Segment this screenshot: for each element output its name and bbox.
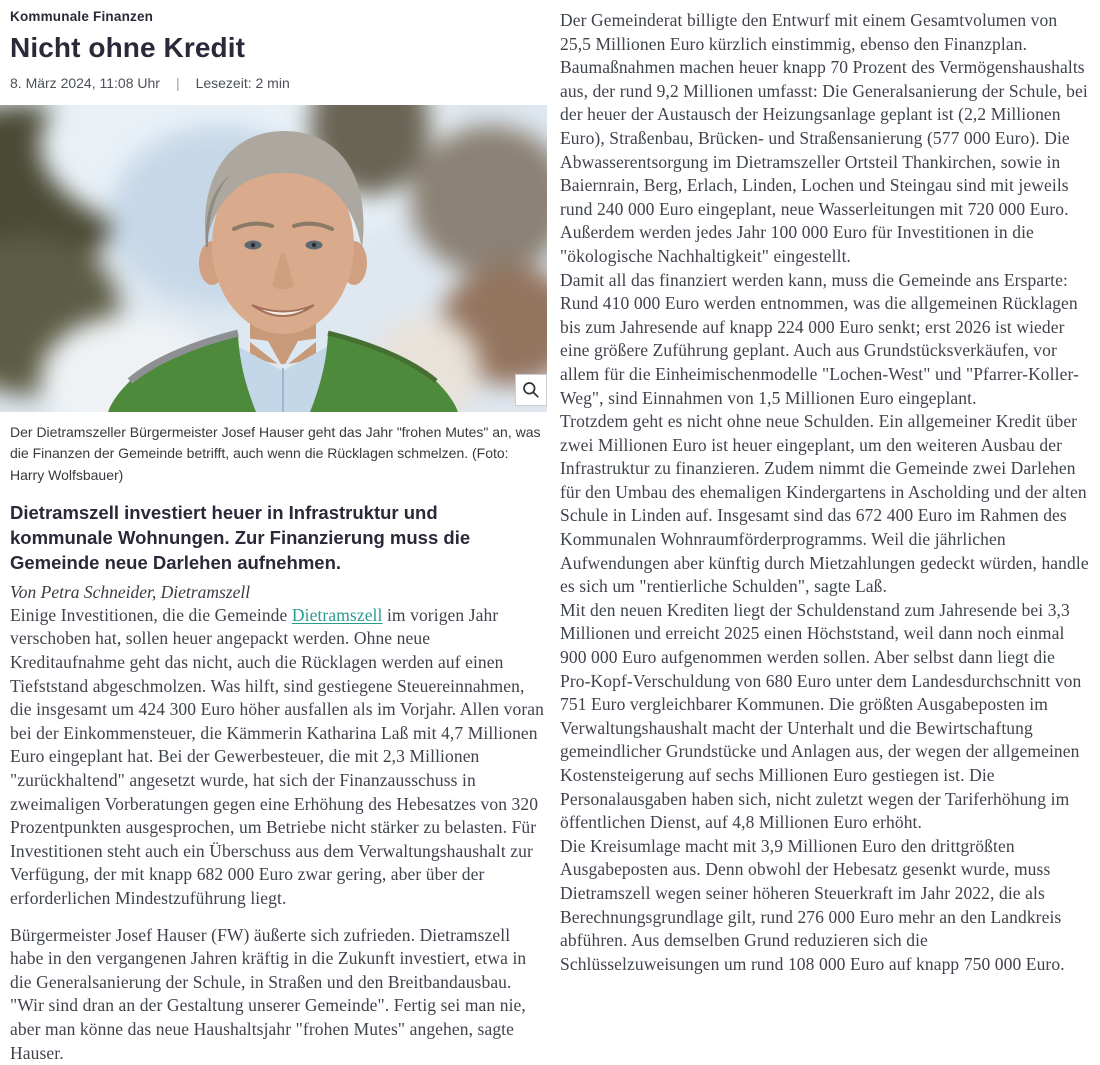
image-caption: Der Dietramszeller Bürgermeister Josef Hauser geht das Jahr "frohen Mutes" an, was die Finanzen der Gemeinde betrifft, auch wenn die Rücklagen schmelzen. (Foto: Harry Wolfsbauer) (10, 423, 541, 484)
paragraph: Trotzdem geht es nicht ohne neue Schulden. Ein allgemeiner Kredit über zwei Millionen Euro ist heuer eingeplant, um den weiteren Ausbau der Infrastruktur zu finanzieren. Zudem nimmt die Gemeinde zwei Darlehen für den Umbau des ehemaligen Kindergartens in Ascholding und der alten Schule in Linden auf. Insgesamt sind das 672 400 Euro im Rahmen des Kommunalen Wohnraumförderprogramms. Weil die jährlichen Aufwendungen aber künftig durch Mietzahlungen gedeckt würden, handle es sich um "rentierliche Schulden", sagte Laß. (560, 411, 1089, 597)
page-title: Nicht ohne Kredit (10, 32, 246, 63)
paragraph-text: im vorigen Jahr verschoben hat, sollen heuer angepackt werden. Ohne neue Kreditaufnahme geht das nicht, auch die Rücklagen werden auf einen Tiefststand abgeschmolzen. Was hilft, sind gestiegene Steuereinnahmen, die insgesamt um 424 300 Euro höher ausfallen als im Vorjahr. Allen voran bei der Einkommensteuer, die Kämmerin Katharina Laß mit 4,7 Millionen Euro eingeplant hat. Bei der Gewerbesteuer, die mit 2,3 Millionen "zurückhaltend" angesetzt wurde, hat sich der Finanzausschuss in zweimaligen Vorberatungen gegen eine Erhöhung des Hebesatzes von 320 Prozentpunkten ausgesprochen, um Betriebe nicht stärker zu belasten. Für Investitionen steht auch ein Überschuss aus dem Verwaltungshaushalt zur Verfügung, der mit knapp 682 000 Euro zwar gering, aber über der erforderlichen Mindestzuführung liegt. (10, 604, 544, 908)
paragraph-text: Einige Investitionen, die die Gemeinde (10, 604, 292, 625)
paragraph (10, 604, 545, 911)
magnifier-icon (522, 381, 540, 399)
article-body-right (560, 9, 1090, 976)
meta-separator: | (175, 74, 180, 91)
lede: Dietramszell investiert heuer in Infrastruktur und kommunale Wohnungen. Zur Finanzierung muss die Gemeinde neue Darlehen aufnehmen. (10, 501, 471, 573)
right-column (560, 0, 1090, 1065)
paragraph: Die Kreisumlage macht mit 3,9 Millionen Euro den drittgrößten Ausgabeposten aus. Denn obwohl der Hebesatz gesenkt wurde, muss Dietramszell wegen seiner höheren Steuerkraft im Jahr 2022, die als Berechnungsgrundlage gilt, rund 276 000 Euro mehr an den Landkreis abführen. Aus demselben Grund reduzieren sich die Schlüsselzuweisungen um rund 108 000 Euro auf knapp 750 000 Euro. (560, 835, 1065, 974)
dietramszell-link[interactable]: Dietramszell (291, 604, 383, 625)
byline: Von Petra Schneider, Dietramszell (10, 581, 251, 602)
paragraph: Bürgermeister Josef Hauser (FW) äußerte sich zufrieden. Dietramszell habe in den vergangenen Jahren kräftig in die Zukunft investiert, etwa in die Generalsanierung der Schule, in Straßen und den Breitbandausbau. "Wir sind dran an der Gestaltung unserer Gemeinde". Fertig sei man nie, aber man könne das neue Haushaltsjahr "frohen Mutes" angehen, sagte Hauser. (10, 924, 527, 1063)
paragraph: Damit all das finanziert werden kann, muss die Gemeinde ans Ersparte: Rund 410 000 Euro werden entnommen, was die allgemeinen Rücklagen bis zum Jahresende auf knapp 224 000 Euro senkt; erst 2026 ist wieder eine größere Zuführung geplant. Auch aus Grundstücksverkäufen, vor allem für die Einheimischenmodelle "Lochen-West" und "Pfarrer-Koller-Weg", sind Einnahmen von 1,5 Millionen Euro eingeplant. (560, 269, 1079, 408)
left-column (0, 0, 547, 1065)
article-meta (10, 75, 545, 91)
paragraph: Der Gemeinderat billigte den Entwurf mit einem Gesamtvolumen von 25,5 Millionen Euro kürzlich einstimmig, ebenso den Finanzplan. (560, 10, 1058, 54)
kicker: Kommunale Finanzen (10, 9, 154, 24)
article-body-left (10, 604, 545, 1065)
hero-image (0, 105, 547, 412)
paragraph: Mit den neuen Krediten liegt der Schuldenstand zum Jahresende bei 3,3 Millionen und erreicht 2025 einen Höchststand, weil dann noch einmal 900 000 Euro aufgenommen werden sollen. Aber selbst dann liegt die Pro-Kopf-Verschuldung von 680 Euro unter dem Landesdurchschnitt von 751 Euro vergleichbarer Kommunen. Die größten Ausgabeposten im Verwaltungshaushalt macht der Unterhalt und die Bewirtschaftung gemeindlicher Grundstücke und Anlagen aus, der wegen der allgemeinen Kostensteigerung auf sechs Millionen Euro gestiegen ist. Die Personalausgaben haben sich, nicht zuletzt wegen der Tariferhöhung im öffentlichen Dienst, auf 4,8 Millionen Euro erhöht. (560, 599, 1082, 833)
reading-time: Lesezeit: 2 min (195, 74, 290, 91)
portrait-josef-hauser (0, 105, 547, 412)
paragraph: Baumaßnahmen machen heuer knapp 70 Prozent des Vermögenshaushalts aus, der rund 9,2 Millionen umfasst: Die Generalsanierung der Schule, bei der heuer der Austausch der Heizungsanlage geplant ist (2,2 Millionen Euro), Straßenbau, Brücken- und Straßensanierung (577 000 Euro). Die Abwasserentsorgung im Dietramszeller Ortsteil Thankirchen, sowie in Baiernrain, Berg, Erlach, Linden, Lochen und Steingau sind mit jeweils rund 240 000 Euro eingeplant, neue Wasserleitungen mit 720 000 Euro. Außerdem werden jedes Jahr 100 000 Euro für Investitionen in die "ökologische Nachhaltigkeit" eingestellt. (560, 57, 1088, 266)
image-zoom-button[interactable] (515, 374, 547, 406)
publish-date: 8. März 2024, 11:08 Uhr (10, 74, 160, 91)
